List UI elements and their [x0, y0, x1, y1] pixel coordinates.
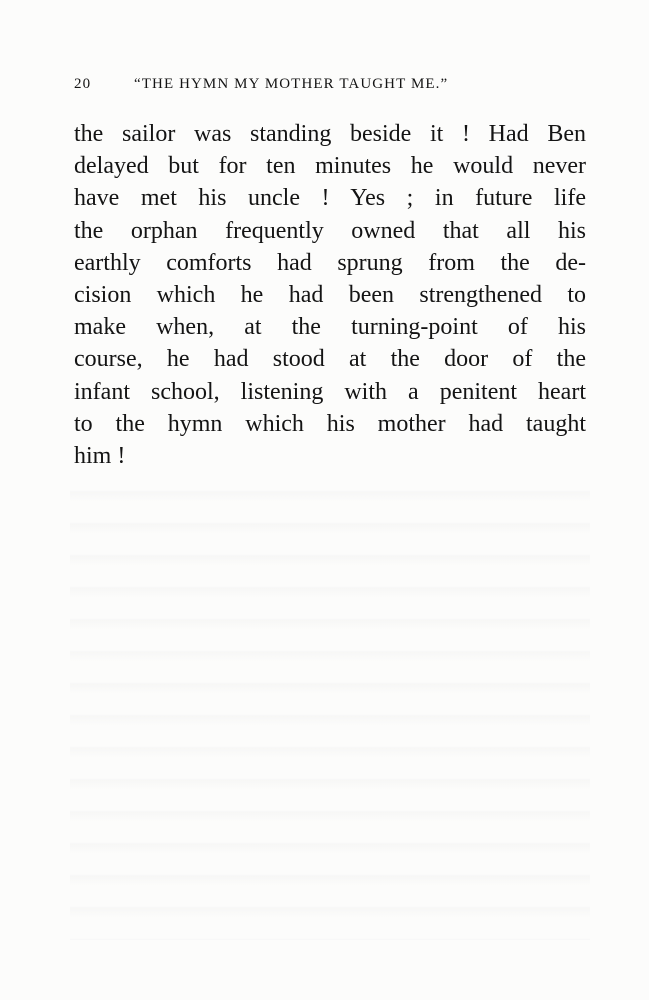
body-text: [74, 118, 586, 472]
text-line: cision which he had been strengthened to: [74, 281, 586, 308]
text-line: earthly comforts had sprung from the de-: [74, 249, 586, 276]
text-line: have met his uncle ! Yes ; in future life: [74, 185, 586, 212]
text-line: the sailor was standing beside it ! Had Ben: [74, 121, 586, 147]
show-through-shadow: [70, 470, 590, 940]
text-line: him !: [74, 442, 126, 469]
text-line: make when, at the turning-point of his: [74, 314, 586, 341]
text-line: to the hymn which his mother had taught: [74, 410, 586, 437]
text-line: delayed but for ten minutes he would never: [74, 153, 586, 180]
text-line: course, he had stood at the door of the: [74, 346, 586, 373]
page-number: 20: [74, 76, 92, 92]
text-line: infant school, listening with a penitent heart: [74, 378, 586, 405]
text-line: the orphan frequently owned that all his: [74, 217, 586, 244]
running-title: “THE HYMN MY MOTHER TAUGHT ME.”: [134, 76, 449, 92]
